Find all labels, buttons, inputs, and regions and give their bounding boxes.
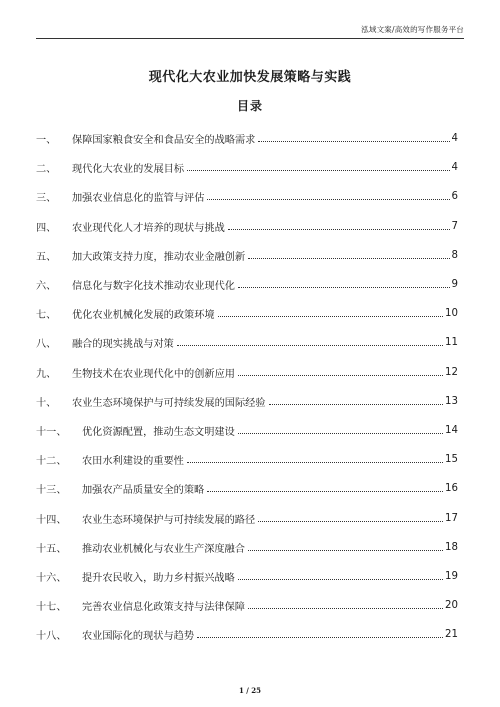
toc-leader-dots	[248, 608, 443, 609]
toc-entry-number: 十八、	[36, 631, 67, 643]
toc-entry-number: 十三、	[36, 485, 67, 497]
toc-entry-number: 十五、	[36, 543, 67, 555]
toc-entry-page: 12	[445, 366, 458, 378]
toc-leader-dots	[238, 433, 443, 434]
page-number: 1 / 25	[238, 686, 262, 695]
toc-leader-dots	[238, 579, 443, 580]
toc-entry-title: 优化农业机械化发展的政策环境	[72, 310, 215, 322]
toc-entry[interactable]	[36, 445, 458, 474]
toc-entry-title: 农业生态环境保护与可持续发展的国际经验	[72, 397, 266, 409]
toc-entry-title: 提升农民收入，助力乡村振兴战略	[82, 572, 235, 584]
toc-entry-title: 优化资源配置，推动生态文明建设	[82, 426, 235, 438]
toc-leader-dots	[258, 141, 449, 142]
toc-entry-number: 七、	[36, 310, 57, 322]
toc-leader-dots	[207, 491, 443, 492]
document-title: 现代化大农业加快发展策略与实践	[148, 70, 352, 85]
toc-leader-dots	[177, 345, 443, 346]
toc-entry-page: 4	[451, 133, 458, 145]
toc-entry-page: 13	[445, 395, 458, 407]
toc-entry[interactable]	[36, 182, 458, 211]
toc-entry[interactable]	[36, 387, 458, 416]
toc-entry-page: 4	[451, 162, 458, 174]
toc-entry-title: 生物技术在农业现代化中的创新应用	[72, 368, 235, 380]
toc-leader-dots	[228, 229, 450, 230]
toc-entry-page: 10	[445, 308, 458, 320]
toc-entry-title: 农业现代化人才培养的现状与挑战	[72, 222, 225, 234]
toc-entry-number: 四、	[36, 222, 57, 234]
table-of-contents	[36, 124, 458, 649]
toc-entry-title: 农业国际化的现状与趋势	[82, 631, 195, 643]
toc-entry[interactable]	[36, 416, 458, 445]
toc-entry-number: 十二、	[36, 456, 67, 468]
toc-entry-page: 6	[451, 191, 458, 203]
header-divider	[36, 38, 464, 39]
header-brand: 泓域文案/高效的写作服务平台	[361, 25, 464, 34]
toc-entry[interactable]	[36, 503, 458, 532]
toc-entry-page: 19	[445, 570, 458, 582]
toc-leader-dots	[197, 637, 443, 638]
toc-entry-page: 8	[451, 249, 458, 261]
toc-leader-dots	[187, 462, 443, 463]
toc-entry[interactable]	[36, 153, 458, 182]
toc-entry[interactable]	[36, 533, 458, 562]
toc-entry-page: 18	[445, 541, 458, 553]
toc-entry-number: 三、	[36, 193, 57, 205]
toc-entry-page: 9	[451, 279, 458, 291]
toc-entry-title: 推动农业机械化与农业生产深度融合	[82, 543, 245, 555]
toc-leader-dots	[207, 199, 449, 200]
toc-entry-title: 信息化与数字化技术推动农业现代化	[72, 281, 235, 293]
toc-entry-number: 十、	[36, 397, 57, 409]
toc-leader-dots	[187, 170, 449, 171]
toc-leader-dots	[218, 316, 443, 317]
toc-leader-dots	[248, 258, 449, 259]
toc-entry[interactable]	[36, 358, 458, 387]
toc-entry[interactable]	[36, 212, 458, 241]
toc-entry[interactable]	[36, 124, 458, 153]
toc-heading: 目录	[236, 99, 263, 113]
toc-leader-dots	[238, 287, 450, 288]
toc-entry-number: 十七、	[36, 602, 67, 614]
toc-entry-title: 加强农业信息化的监管与评估	[72, 193, 205, 205]
toc-entry-page: 14	[445, 424, 458, 436]
toc-entry-number: 六、	[36, 281, 57, 293]
toc-entry-page: 17	[445, 512, 458, 524]
toc-entry-title: 保障国家粮食安全和食品安全的战略需求	[72, 135, 256, 147]
toc-entry-page: 16	[445, 483, 458, 495]
toc-entry-page: 20	[445, 600, 458, 612]
toc-entry-number: 九、	[36, 368, 57, 380]
toc-entry[interactable]	[36, 620, 458, 649]
toc-entry[interactable]	[36, 562, 458, 591]
toc-entry[interactable]	[36, 474, 458, 503]
toc-entry[interactable]	[36, 299, 458, 328]
toc-entry-title: 融合的现实挑战与对策	[72, 339, 174, 351]
toc-entry[interactable]	[36, 270, 458, 299]
toc-entry-title: 现代化大农业的发展目标	[72, 164, 185, 176]
toc-entry-page: 15	[445, 454, 458, 466]
toc-leader-dots	[238, 375, 443, 376]
toc-entry-number: 五、	[36, 251, 57, 263]
toc-leader-dots	[248, 550, 443, 551]
toc-entry-page: 11	[445, 337, 458, 349]
toc-entry[interactable]	[36, 241, 458, 270]
toc-entry-number: 十六、	[36, 572, 67, 584]
toc-entry[interactable]	[36, 591, 458, 620]
toc-entry-number: 十四、	[36, 514, 67, 526]
toc-entry[interactable]	[36, 328, 458, 357]
toc-entry-title: 农业生态环境保护与可持续发展的路径	[82, 514, 256, 526]
toc-entry-number: 八、	[36, 339, 57, 351]
toc-leader-dots	[269, 404, 443, 405]
toc-entry-page: 21	[445, 629, 458, 641]
toc-entry-number: 十一、	[36, 426, 67, 438]
toc-entry-number: 二、	[36, 164, 57, 176]
toc-entry-page: 7	[451, 220, 458, 232]
toc-leader-dots	[258, 521, 443, 522]
toc-entry-title: 农田水利建设的重要性	[82, 456, 184, 468]
toc-entry-title: 加强农产品质量安全的策略	[82, 485, 205, 497]
toc-entry-title: 加大政策支持力度，推动农业金融创新	[72, 251, 246, 263]
toc-entry-title: 完善农业信息化政策支持与法律保障	[82, 602, 245, 614]
toc-entry-number: 一、	[36, 135, 57, 147]
